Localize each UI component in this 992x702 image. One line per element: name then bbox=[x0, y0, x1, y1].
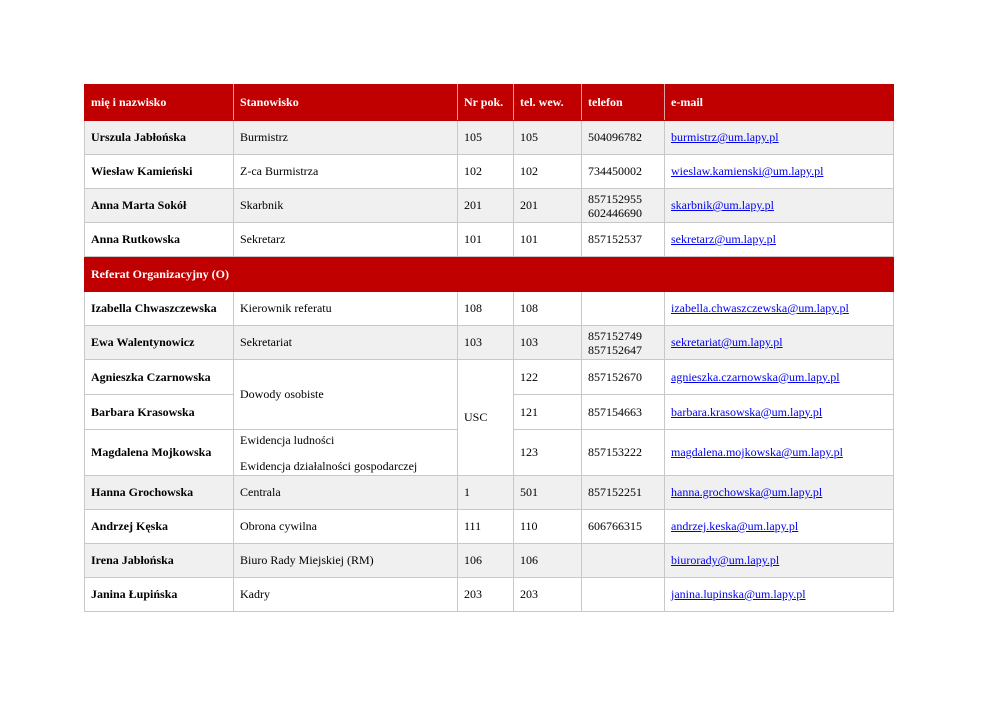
employee-name: Irena Jabłońska bbox=[85, 544, 234, 578]
extension-cell: 201 bbox=[514, 189, 582, 223]
position-cell: Centrala bbox=[234, 476, 458, 510]
email-link[interactable]: magdalena.mojkowska@um.lapy.pl bbox=[671, 445, 843, 459]
position-cell: Obrona cywilna bbox=[234, 510, 458, 544]
table-row bbox=[85, 476, 894, 510]
email-link[interactable]: wieslaw.kamienski@um.lapy.pl bbox=[671, 164, 824, 178]
email-cell[interactable] bbox=[665, 121, 894, 155]
room-cell: 102 bbox=[458, 155, 514, 189]
position-cell: Kierownik referatu bbox=[234, 292, 458, 326]
extension-cell: 106 bbox=[514, 544, 582, 578]
phone-cell: 857152749 857152647 bbox=[582, 326, 665, 360]
phone-cell: 857152537 bbox=[582, 223, 665, 257]
email-link[interactable]: hanna.grochowska@um.lapy.pl bbox=[671, 485, 823, 499]
table-row bbox=[85, 292, 894, 326]
section-title: Referat Organizacyjny (O) bbox=[85, 257, 894, 292]
room-cell: 201 bbox=[458, 189, 514, 223]
room-cell: 103 bbox=[458, 326, 514, 360]
email-cell[interactable] bbox=[665, 395, 894, 430]
employee-name: Andrzej Kęska bbox=[85, 510, 234, 544]
extension-cell: 123 bbox=[514, 430, 582, 476]
table-row bbox=[85, 510, 894, 544]
table-row bbox=[85, 578, 894, 612]
phone-cell: 734450002 bbox=[582, 155, 665, 189]
employee-name: Hanna Grochowska bbox=[85, 476, 234, 510]
table-row bbox=[85, 326, 894, 360]
extension-cell: 101 bbox=[514, 223, 582, 257]
extension-cell: 121 bbox=[514, 395, 582, 430]
email-cell[interactable] bbox=[665, 155, 894, 189]
phone-cell bbox=[582, 578, 665, 612]
column-header-position: Stanowisko bbox=[234, 85, 458, 121]
room-cell: 106 bbox=[458, 544, 514, 578]
position-cell: Sekretariat bbox=[234, 326, 458, 360]
email-link[interactable]: agnieszka.czarnowska@um.lapy.pl bbox=[671, 369, 840, 384]
table-row bbox=[85, 223, 894, 257]
email-cell[interactable] bbox=[665, 510, 894, 544]
employee-name: Urszula Jabłońska bbox=[85, 121, 234, 155]
email-link[interactable]: izabella.chwaszczewska@um.lapy.pl bbox=[671, 301, 849, 315]
table-row bbox=[85, 155, 894, 189]
table-header-row bbox=[85, 85, 894, 121]
table-row bbox=[85, 360, 894, 395]
employee-name: Barbara Krasowska bbox=[85, 395, 234, 430]
position-line: Ewidencja ludności bbox=[240, 432, 335, 447]
position-cell: Sekretarz bbox=[234, 223, 458, 257]
table-row bbox=[85, 121, 894, 155]
email-cell[interactable] bbox=[665, 544, 894, 578]
position-cell: Dowody osobiste bbox=[234, 360, 458, 430]
column-header-email: e-mail bbox=[665, 85, 894, 121]
email-link[interactable]: skarbnik@um.lapy.pl bbox=[671, 198, 774, 212]
phone-cell: 857152251 bbox=[582, 476, 665, 510]
employee-name: Izabella Chwaszczewska bbox=[85, 292, 234, 326]
email-link[interactable]: janina.lupinska@um.lapy.pl bbox=[671, 587, 806, 601]
extension-cell: 108 bbox=[514, 292, 582, 326]
extension-cell: 203 bbox=[514, 578, 582, 612]
column-header-room: Nr pok. bbox=[458, 85, 514, 121]
phone-cell: 857153222 bbox=[582, 430, 665, 476]
email-cell[interactable] bbox=[665, 578, 894, 612]
employee-name: Anna Rutkowska bbox=[85, 223, 234, 257]
phone-cell: 606766315 bbox=[582, 510, 665, 544]
column-header-extension: tel. wew. bbox=[514, 85, 582, 121]
room-cell: USC bbox=[458, 360, 514, 476]
email-link[interactable]: sekretariat@um.lapy.pl bbox=[671, 335, 783, 349]
room-cell: 203 bbox=[458, 578, 514, 612]
position-line: Ewidencja działalności gospodarczej bbox=[240, 458, 418, 473]
email-link[interactable]: barbara.krasowska@um.lapy.pl bbox=[671, 404, 823, 419]
room-cell: 1 bbox=[458, 476, 514, 510]
position-cell: Burmistrz bbox=[234, 121, 458, 155]
column-header-phone: telefon bbox=[582, 85, 665, 121]
employee-name: Wiesław Kamieński bbox=[85, 155, 234, 189]
extension-cell: 501 bbox=[514, 476, 582, 510]
extension-cell: 105 bbox=[514, 121, 582, 155]
email-link[interactable]: burmistrz@um.lapy.pl bbox=[671, 130, 779, 144]
extension-cell: 110 bbox=[514, 510, 582, 544]
section-header-row bbox=[85, 257, 894, 292]
phone-cell: 857154663 bbox=[582, 395, 665, 430]
position-cell: Biuro Rady Miejskiej (RM) bbox=[234, 544, 458, 578]
email-link[interactable]: andrzej.keska@um.lapy.pl bbox=[671, 519, 799, 533]
extension-cell: 102 bbox=[514, 155, 582, 189]
staff-directory-table bbox=[84, 84, 894, 612]
phone-cell: 504096782 bbox=[582, 121, 665, 155]
employee-name: Ewa Walentynowicz bbox=[85, 326, 234, 360]
room-cell: 101 bbox=[458, 223, 514, 257]
room-cell: 111 bbox=[458, 510, 514, 544]
employee-name: Agnieszka Czarnowska bbox=[85, 360, 234, 395]
position-cell bbox=[234, 430, 458, 476]
email-cell[interactable] bbox=[665, 360, 894, 395]
email-cell[interactable] bbox=[665, 223, 894, 257]
email-cell[interactable] bbox=[665, 430, 894, 476]
room-cell: 105 bbox=[458, 121, 514, 155]
email-cell[interactable] bbox=[665, 326, 894, 360]
phone-cell: 857152670 bbox=[582, 360, 665, 395]
phone-cell bbox=[582, 292, 665, 326]
email-cell[interactable] bbox=[665, 476, 894, 510]
employee-name: Janina Łupińska bbox=[85, 578, 234, 612]
email-cell[interactable] bbox=[665, 292, 894, 326]
phone-cell bbox=[582, 544, 665, 578]
column-header-name: mię i nazwisko bbox=[85, 85, 234, 121]
extension-cell: 122 bbox=[514, 360, 582, 395]
email-cell[interactable] bbox=[665, 189, 894, 223]
table-row bbox=[85, 544, 894, 578]
extension-cell: 103 bbox=[514, 326, 582, 360]
email-link[interactable]: biurorady@um.lapy.pl bbox=[671, 553, 780, 567]
email-link[interactable]: sekretarz@um.lapy.pl bbox=[671, 232, 776, 246]
room-cell: 108 bbox=[458, 292, 514, 326]
phone-cell: 857152955 602446690 bbox=[582, 189, 665, 223]
position-cell: Z-ca Burmistrza bbox=[234, 155, 458, 189]
employee-name: Magdalena Mojkowska bbox=[85, 430, 234, 476]
employee-name: Anna Marta Sokół bbox=[85, 189, 234, 223]
table-row bbox=[85, 189, 894, 223]
position-cell: Kadry bbox=[234, 578, 458, 612]
position-cell: Skarbnik bbox=[234, 189, 458, 223]
